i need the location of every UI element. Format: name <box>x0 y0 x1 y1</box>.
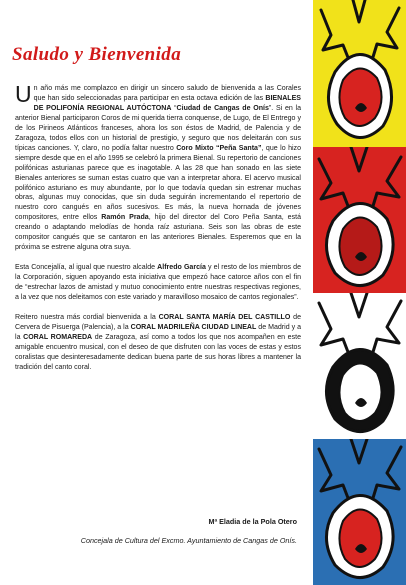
bold-text: Alfredo García <box>157 264 206 272</box>
drop-cap: U <box>15 81 32 107</box>
body-text: , que lo hizo siempre desde que en el año 1995 se celebró la primera Bienal. Su repertorio de canciones polifónicas asturianas parece que es inagotable. A las 28 que han sonado en las siete Bienales anteriores se suman estas cuatro que van a interpretar ahora. El acervo musical polifónico asturiano es muy abundante, por lo que todavía quedan sin estrenar muchas obras, algunas muy conocidas, que sin duda seguirán incrementando el repertorio de nuestro coro cangués en años sucesivos. Es más, la nueva hornada de jóvenes compositores, entre ellos <box>15 144 301 222</box>
signature-name: Mª Eladia de la Pola Otero <box>208 517 297 526</box>
letter-body <box>15 81 302 383</box>
body-text: de Zaragoza, así como a todos los que nos acompañen en este amigable encuentro musical, con el deseo de que disfruten con las voces de estas y estos coralistas que desinteresadamente dedican buena parte de sus horas libres a mantener la tradición del canto coral. <box>15 333 301 371</box>
bold-text: CORAL ROMAREDA <box>23 333 93 341</box>
body-text: Reitero nuestra más cordial bienvenida a la <box>15 314 159 322</box>
bold-text: Ciudad de Cangas de Onís <box>176 104 269 112</box>
singing-face-yellow-panel <box>313 0 406 147</box>
signature-position: Concejala de Cultura del Excmo. Ayuntamiento de Cangas de Onís. <box>80 536 297 545</box>
bold-text: CORAL MADRILEÑA CIUDAD LINEAL <box>130 323 257 331</box>
body-text: Esta Concejalía, al igual que nuestro alcalde <box>15 264 158 272</box>
singing-face-blue-panel <box>313 439 406 585</box>
body-text: y el resto de los miembros de la Corporación, siguen apoyando esta iniciativa que empezó hace catorce años con el fin de “estrechar lazos de amistad y mutuo conocimiento entre nuestras respectivas regiones, a la vez que nos deleitamos con este variado y maravilloso mosaico de cantos regionales”. <box>15 264 302 302</box>
singing-face-icon <box>313 147 406 293</box>
body-text: de Madrid y a la <box>15 323 301 341</box>
page-title: Saludo y Bienvenida <box>12 44 182 65</box>
singing-face-red-panel <box>313 147 406 293</box>
body-text: de Cervera de Pisuerga (Palencia), a la <box>15 314 301 331</box>
body-text: “ <box>171 104 177 112</box>
body-text: , hijo del director del Coro Peña Santa, está creando o adaptando melodías de honda raíz asturiana. Seis son las obras de este compositor cangués que se cantaron en las anteriores Bienales. Esperemos que en la próxima se estrene alguna otra suya. <box>15 214 301 252</box>
body-text: ”. Si en la anterior Bienal participaron Coros de mi querida tierra conquense, de Lugo, de El Entrego y de los Pirineos Atlánticos franceses, ahora los son éstos de Madrid, de Palencia y de Zaragoza, todos ellos con un historial de prestigio, y seguro que nos deleitarán con sus típicas canciones. Y, claro, no podía faltar nuestro <box>15 104 301 152</box>
singing-face-white-panel <box>313 293 406 439</box>
singing-face-icon <box>313 439 406 585</box>
singing-face-icon <box>313 293 406 439</box>
bold-text: Ramón Prada <box>101 214 149 222</box>
body-text: n año más me complazco en dirigir un sincero saludo de bienvenida a las Corales que han sido seleccionadas para participar en esta octava edición de las <box>33 85 301 102</box>
singing-face-icon <box>313 0 406 147</box>
bold-text: BIENALES DE POLIFONÍA REGIONAL AUTÓCTONA <box>33 94 301 112</box>
bold-text: CORAL SANTA MARÍA DEL CASTILLO <box>158 314 291 322</box>
paragraph-1 <box>15 81 301 253</box>
paragraph-2 <box>15 263 301 303</box>
paragraph-3 <box>15 313 301 373</box>
bold-text: Coro Mixto “Peña Santa” <box>176 144 262 152</box>
